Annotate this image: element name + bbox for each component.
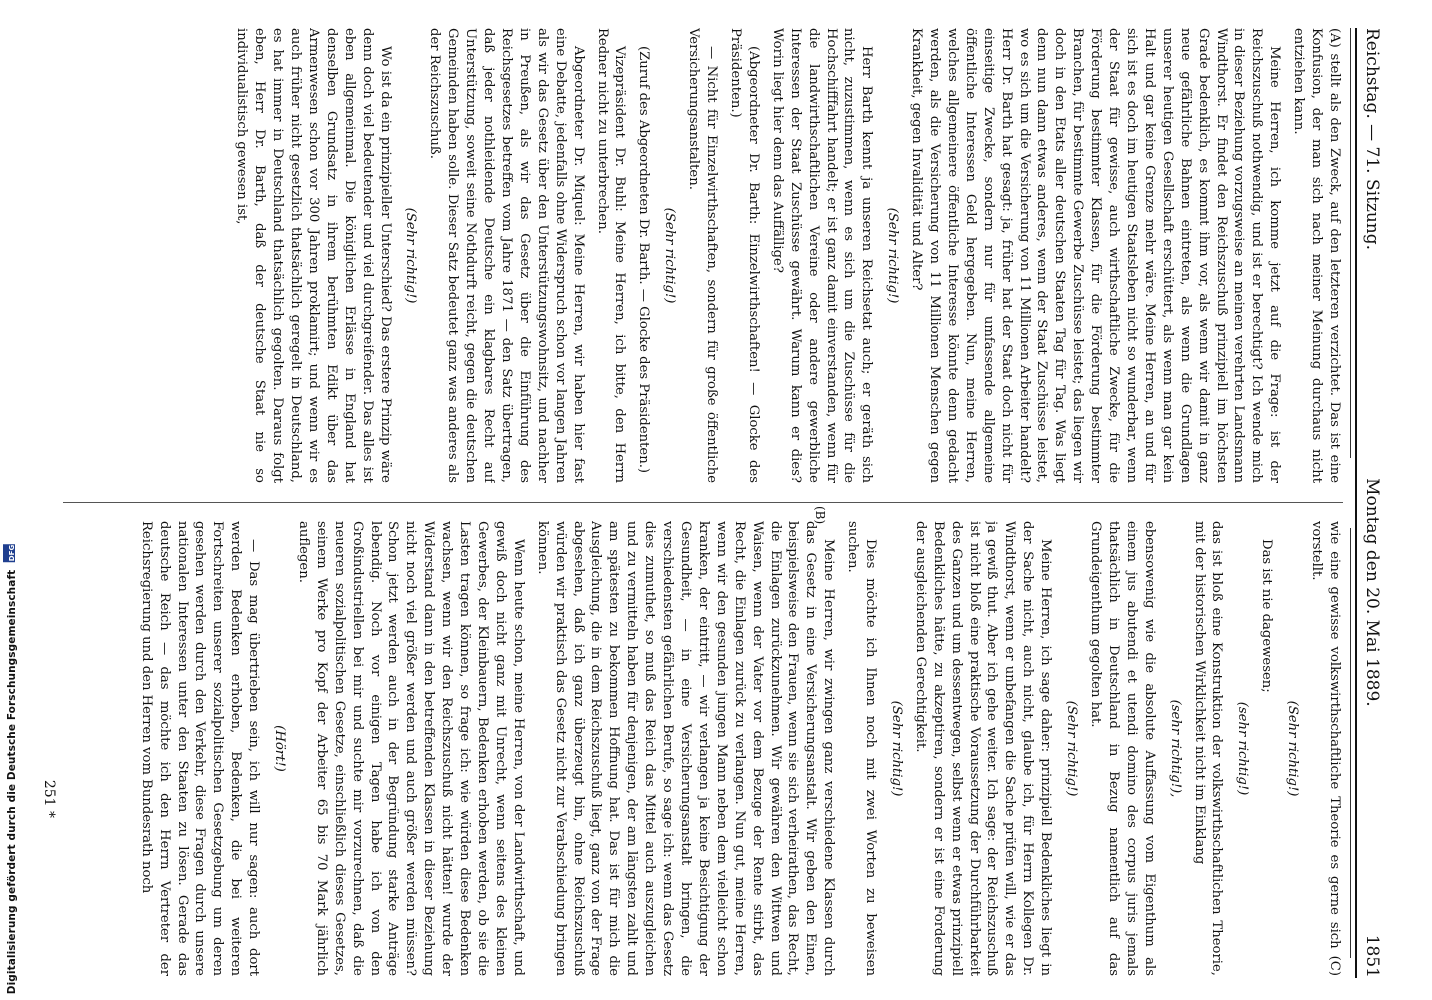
paragraph: Wo ist da ein prinzipieller Unterschied? Das erstere Prinzip wäre denn doch viel bedeutender und viel durchgreifender. Das alles ist eben allgemeinmal. Die königlichen Erlässe in England hat denselben Grundsatz in ihrem berühmten Edikt über das Armenwesen schon vor 300 Jahren proklamirt; und wenn wir es auch früher nicht gesetzlich thatsächlich geregelt in Deutschland, es hat immer in Deutschland thatsächlich gegolten. Daraus folgt eben, Herr Dr. Barth, daß der deutsche Staat nie so individualistisch gewesen ist,	[234, 28, 393, 483]
interjection: (Sehr richtig!)	[662, 207, 678, 304]
paragraph: Meine Herren, ich sage daher: prinzipiell Bedenkliches liegt in der Sache nicht, auch nicht, glaube ich, für Herrn Kollegen Dr. Windthorst, wenn er unbefangen die Sache prüfen will, wie er das ja gewiß thut. Aber ich gehe weiter. Ich sage: der Reichszuschuß ist nicht bloß eine praktische Voraussetzung der Durchführbarkeit des Ganzen und um dessentwegen, selbst wenn er etwas prinzipiell Bedenkliches hätte, zu akzeptiren, sondern er ist eine Forderung der ausgleichenden Gerechtigkeit.	[912, 521, 1054, 976]
interjection: (Sehr richtig!)	[403, 207, 419, 304]
left-column	[53, 28, 1343, 483]
paragraph: Herr Barth kennt ja unseren Reichsetat auch; er geräth sich nicht, zuzustimmen, wenn es sich um die Zuschüsse für die Hochschifffahrt handelt; er ist ganz damit einverstanden, wenn für die landwirthschaftlichen Vereine oder andere gewerbliche Interessen der Staat Zuschüsse gewährt. Warum kann er dies? Worin liegt hier denn das Auffällige?	[769, 28, 875, 483]
paragraph: Meine Herren, wir zwingen ganz verschiedene Klassen durch das Gesetz in eine Versicherungsanstalt. Wir geben den Einen, beispielsweise den Frauen, wenn sie sich verheirathen, das Recht, die Einlagen zurückzunehmen. Wir gewähren den Wittwen und Waisen, wenn der Vater vor dem Bezuge der Rente stirbt, das Recht, die Einlagen zurück zu verlangen. Nun gut, meine Herren, wenn wir den gesunden jungen Mann neben dem vielleicht schon kranken, der eintritt, — wir verlangen ja keine Besichtigung der Gesundheit, — in eine Versicherungsanstalt bringen, die verschiedensten gefährlichen Berufe, so sage ich: wenn das Gesetz dies zumuthet, so muß das Reich das Mittel auch auszugleichen und zu vermitteln haben für denjenigen, der am längsten zahlt und am spätesten zu bekommen Hoffnung hat. Das ist für mich die Ausgleichung, die in dem Reichszuschuß liegt, ganz von der Frage abgesehen, daß ich ganz überzeugt bin, ohne Reichszuschuß würden wir praktisch das Gesetz nicht zur Verabschiedung bringen können.	[534, 521, 837, 976]
paragraph: das ist bloß eine Konstruktion der volkswirthschaftlichen Theorie, mit der historischen Wirklichkeit nicht im Einklang	[1191, 521, 1225, 976]
header-date: Montag den 20. Mai 1889.	[1362, 478, 1382, 707]
header-page-number: 1851	[1362, 934, 1382, 978]
digitization-notice: Digitalisierung gefördert durch die Deutsche Forschungsgemeinschaft DFG	[3, 544, 18, 994]
interjection: (sehr richtig!)	[1235, 701, 1251, 796]
page-footer-mark: 251 *	[41, 779, 57, 818]
dfg-logo: DFG	[3, 544, 15, 562]
interjection: (sehr richtig!),	[1167, 699, 1183, 798]
paragraph: Wenn heute schon, meine Herren, von der Landwirthschaft, und gewiß doch nicht ganz mit Unrecht, wenn seitens des kleinen Gewerbes, der Kleinbauern, Bedenken erhoben werden, ob sie die Lasten tragen können, so frage ich: wie würden diese Bedenken wachsen, wenn wir den Reichszuschuß nicht hätten! wurde der Widerstand dann in den betreffenden Klassen in dieser Beziehung nicht noch viel größer werden und auch größer werden müssen? Schon jetzt werden auch in der Begründung starke Anträge lebendig. Noch vor einigen Tagen habe ich von den Großindustriellen bei mir und suchte mir vorzurechnen, daß die neueren sozialpolitischen Gesetze, einschließlich dieses Gesetzes, seinem Werke pro Kopf der Arbeiter 65 bis 70 Mark jährlich auflegen.	[295, 521, 526, 976]
interjection: (Sehr richtig!)	[1285, 700, 1301, 797]
paragraph: (Zuruf des Abgeordneten Dr. Barth. — Glocke des Präsidenten.)	[636, 46, 652, 474]
interjection: (Sehr richtig!)	[885, 207, 901, 304]
interjection: (Sehr richtig!)	[1064, 700, 1080, 797]
paragraph: wie eine gewisse volkswirthschaftliche Theorie es gerne sich (C) vorstellt.	[1309, 521, 1342, 976]
paragraph: — Das mag übertrieben sein, ich will nur sagen: auch dort werden Bedenken erhoben, Bedenken, die bei weiteren Fortschreiten unserer sozialpolitischen Gesetzgebung um deren gesehen werden durch den Verkehr, diese Fragen durch unsere nationalen Interessen unter den Staaten zu lösen. Gerade das deutsche Reich — das möchte ich den Herrn Vertreter der Reichsregierung und den Herren vom Bundesrath noch	[138, 521, 262, 976]
paragraph: Meine Herren, ich komme jetzt auf die Frage: ist der Reichszuschuß nothwendig, und ist er berechtigt? Ich wende mich in dieser Beziehung vorzugsweise an meinen verehrten Landsmann Windthorst. Er findet den Reichszuschuß prinzipiell im höchsten Grade bedenklich, es kommt ihm vor, als wenn wir damit in ganz neue gefährliche Bahnen eintreten, als wenn die Grundlagen unserer heutigen Gesellschaft erschüttert, als wenn man gar kein Halt und gar keine Grenze mehr wäre. Meine Herren, an und für sich ist es doch im heutigen Staatsleben nicht so wunderbar, wenn der Staat für gewisse, auch wirthschaftliche Zwecke, für die Förderung bestimmter Klassen, für die Förderung bestimmter Branchen, für bestimmte Gewerbe Zuschüsse leistet; das liegen wir doch in den Etats aller deutschen Staaten Tag für Tag. Was liegt denn nun dann etwas anderes, wenn der Staat Zuschüsse leistet, wo es sich um die Versicherung von 11 Millionen Arbeiter handelt? Herr Dr. Barth hat gesagt: ja, früher hat der Staat doch nicht für einseitige Zwecke, sondern nur für umfassende allgemeine öffentliche Interessen Geld hergegeben. Nun, meine Herren, welches allgemeinere öffentliche Interesse könnte denn gedacht werden, als die Versicherung von 11 Millionen Menschen gegen Krankheit, gegen Invalidität und Alter?	[909, 28, 1283, 483]
paragraph: Dies möchte ich Ihnen noch mit zwei Worten zu beweisen suchen.	[845, 521, 879, 976]
interjection: (Sehr richtig!)	[888, 700, 904, 797]
column-divider	[63, 502, 1343, 503]
newspaper-page	[37, 28, 1387, 978]
header-session: Reichstag. — 71. Sitzung.	[1362, 28, 1382, 251]
paragraph: ebensowenig wie die absolute Auffassung vom Eigenthum als einem jus abutendi et utendi domino des corpus juris jemals thatsächlich in Deutschland in Bezug namentlich auf das Grundeigenthum gegolten hat.	[1088, 521, 1157, 976]
header-rule-right	[1350, 528, 1351, 958]
paragraph: Vizepräsident Dr. Buhl: Meine Herren, ich bitte, den Herrn Redner nicht zu unterbrechen.	[594, 28, 628, 483]
interjection: (Hört!)	[272, 725, 288, 772]
paragraph: Abgeordneter Dr. Miquel: Meine Herren, wir haben hier fast eine Debatte, jedenfalls ohne Widerspruch schon vor langen Jahren als wir das Gesetz über den Unterstützungswohnsitz, und nachher in Preußen, als wir das Gesetz über die Einführung des Reichsgesetzes betreffen vom Jahre 1871 — den Satz übertragen, daß jeder nothleidende Deutsche ein klagbares Recht auf Unterstützung, soweit seine Nothdurft reicht, gegen die deutschen Gemeinden haben solle. Dieser Satz bedeutet ganz was anderes als der Reichszuschuß.	[427, 28, 586, 483]
paragraph: Das ist nie dagewesen;	[1259, 539, 1275, 693]
paragraph: — Nicht für Einzelwirthschaften, sondern für große öffentliche Versicherungsanstalten.	[686, 28, 720, 483]
header-rule-left	[1350, 28, 1351, 458]
digitization-strip	[0, 0, 20, 1000]
paragraph: (A) stellt als den Zweck, auf den letzteren verzichtet. Das ist eine Konfusion, der man sich nach meiner Meinung durchaus nicht entziehen kann.	[1291, 28, 1342, 483]
page-header	[1355, 28, 1387, 978]
right-column	[53, 521, 1343, 976]
margin-marker-b: (B)	[813, 506, 827, 525]
paragraph: (Abgeordneter Dr. Barth: Einzelwirthschaften! — Glocke des Präsidenten.)	[728, 28, 761, 483]
